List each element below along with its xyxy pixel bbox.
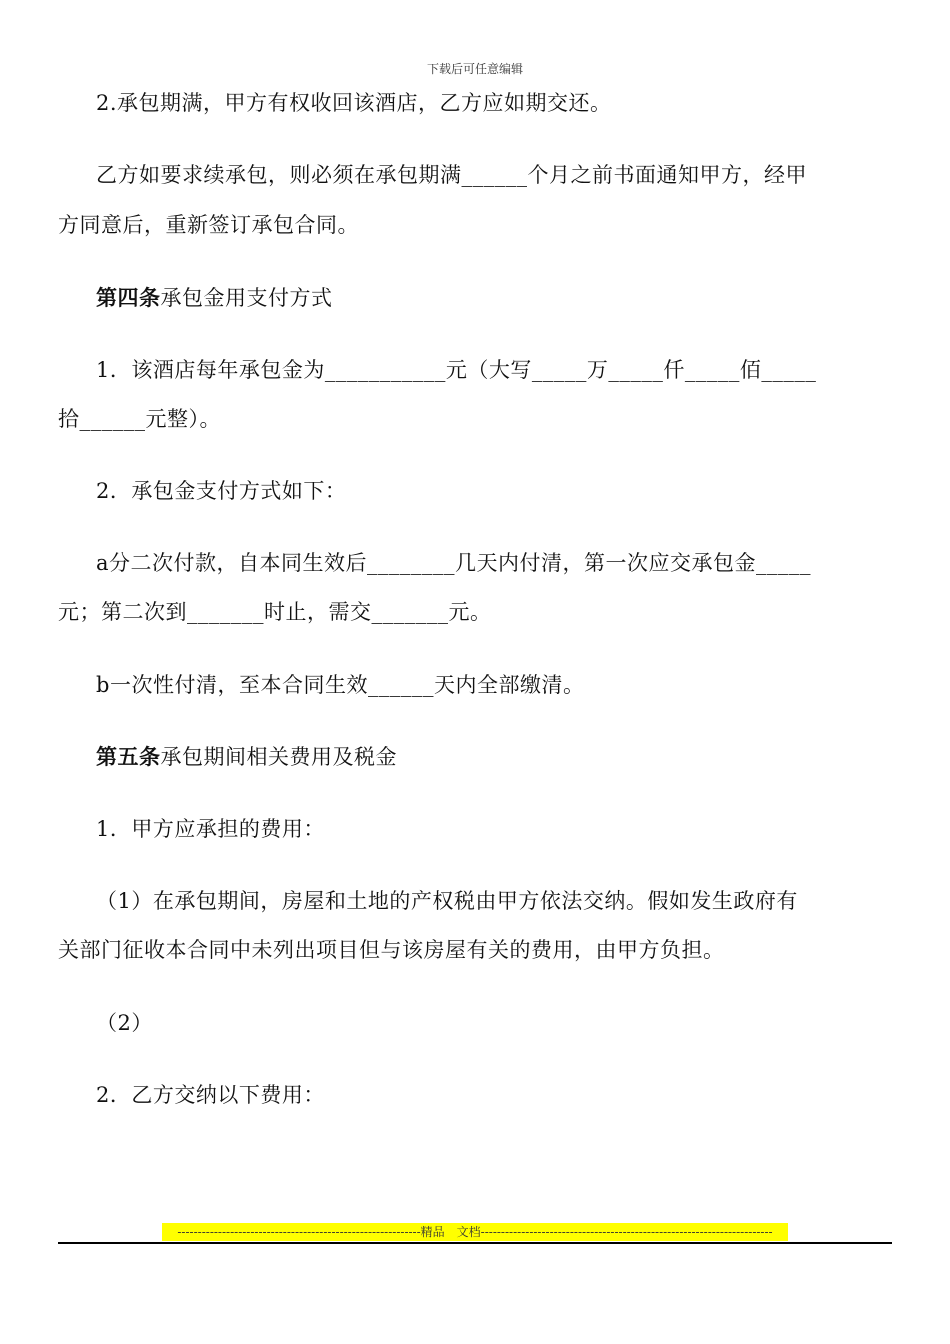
paragraph-line: （2） <box>96 1011 153 1035</box>
page-header: 下载后可任意编辑 <box>426 62 523 76</box>
section-title: 承包金用支付方式 <box>160 286 333 310</box>
paragraph-line: 1．甲方应承担的费用： <box>96 817 325 841</box>
paragraph-line: 元；第二次到_______时止，需交_______元。 <box>58 600 492 624</box>
section-heading <box>96 283 936 313</box>
footer-banner: ------------------------------------------------------------精品 文档------------------------------------------------------------------------ <box>162 1223 788 1241</box>
paragraph-line: 2.承包期满，甲方有权收回该酒店，乙方应如期交还。 <box>96 91 612 115</box>
section-heading <box>96 742 936 772</box>
paragraph-line: b一次性付清，至本合同生效______天内全部缴清。 <box>96 673 585 697</box>
footer-divider <box>58 1242 892 1244</box>
paragraph-line: a分二次付款，自本同生效后________几天内付清，第一次应交承包金_____ <box>96 551 812 575</box>
paragraph-line: 拾______元整）。 <box>58 407 221 431</box>
paragraph-line: 关部门征收本合同中未列出项目但与该房屋有关的费用，由甲方负担。 <box>58 938 725 962</box>
section-number: 第五条 <box>96 744 161 769</box>
paragraph-line: 2．承包金支付方式如下： <box>96 479 347 503</box>
paragraph-line: 2．乙方交纳以下费用： <box>96 1083 325 1107</box>
paragraph-line: 乙方如要求续承包，则必须在承包期满______个月之前书面通知甲方，经甲 <box>96 163 807 187</box>
paragraph-line: 方同意后，重新签订承包合同。 <box>58 213 359 237</box>
paragraph-line: （1）在承包期间，房屋和土地的产权税由甲方依法交纳。假如发生政府有 <box>96 889 798 913</box>
paragraph-line: 1．该酒店每年承包金为___________元（大写_____万_____仟_____佰_____ <box>96 358 817 382</box>
section-title: 承包期间相关费用及税金 <box>160 745 397 769</box>
section-number: 第四条 <box>96 285 161 310</box>
